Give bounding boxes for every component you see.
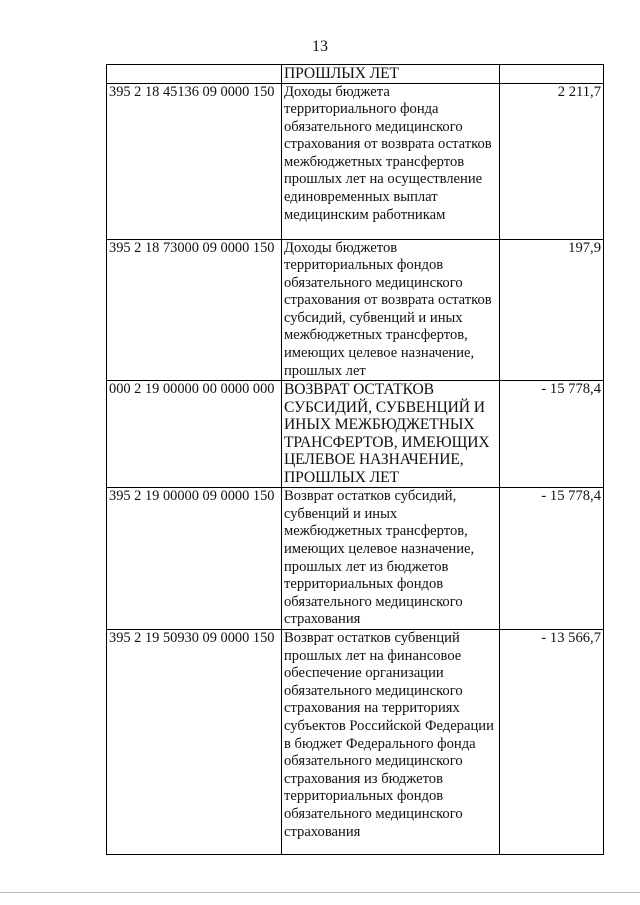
budget-code-cell: 395 2 18 73000 09 0000 150 (107, 239, 282, 381)
amount-cell: - 13 566,7 (500, 630, 604, 855)
table-row (107, 488, 604, 630)
amount-cell: 2 211,7 (500, 83, 604, 239)
amount-cell: 197,9 (500, 239, 604, 381)
amount-cell (500, 65, 604, 84)
table-row (107, 83, 604, 239)
budget-code-cell (107, 65, 282, 84)
budget-revenue-table (106, 64, 604, 855)
revenue-name-cell: Доходы бюджетов территориальных фондов обязательного медицинского страхования от возврата остатков субсидий, субвенций и иных межбюджетных трансфертов, имеющих целевое назначение, прошлых лет (282, 239, 500, 381)
table-row (107, 239, 604, 381)
revenue-name-cell: ВОЗВРАТ ОСТАТКОВ СУБСИДИЙ, СУБВЕНЦИЙ И ИНЫХ МЕЖБЮДЖЕТНЫХ ТРАНСФЕРТОВ, ИМЕЮЩИХ ЦЕЛЕВОЕ НАЗНАЧЕНИЕ, ПРОШЛЫХ ЛЕТ (282, 381, 500, 488)
revenue-name-cell: Доходы бюджета территориального фонда обязательного медицинского страхования от возврата остатков межбюджетных трансфертов прошлых лет на осуществление единовременных выплат медицинским работникам (282, 83, 500, 239)
revenue-name-cell: ПРОШЛЫХ ЛЕТ (282, 65, 500, 84)
budget-code-cell: 395 2 19 50930 09 0000 150 (107, 630, 282, 855)
page-bottom-edge (0, 892, 640, 893)
amount-cell: - 15 778,4 (500, 488, 604, 630)
page-number: 13 (312, 38, 328, 55)
table-row (107, 65, 604, 84)
revenue-name-cell: Возврат остатков субсидий, субвенций и иных межбюджетных трансфертов, имеющих целевое назначение, прошлых лет из бюджетов территориальных фондов обязательного медицинского страхования (282, 488, 500, 630)
amount-cell: - 15 778,4 (500, 381, 604, 488)
budget-code-cell: 395 2 18 45136 09 0000 150 (107, 83, 282, 239)
table-row (107, 630, 604, 855)
budget-code-cell: 000 2 19 00000 00 0000 000 (107, 381, 282, 488)
table-row (107, 381, 604, 488)
budget-code-cell: 395 2 19 00000 09 0000 150 (107, 488, 282, 630)
revenue-name-cell: Возврат остатков субвенций прошлых лет на финансовое обеспечение организации обязательного медицинского страхования на территориях субъектов Российской Федерации в бюджет Федерального фонда обязательного медицинского страхования из бюджетов территориальных фондов обязательного медицинского страхования (282, 630, 500, 855)
